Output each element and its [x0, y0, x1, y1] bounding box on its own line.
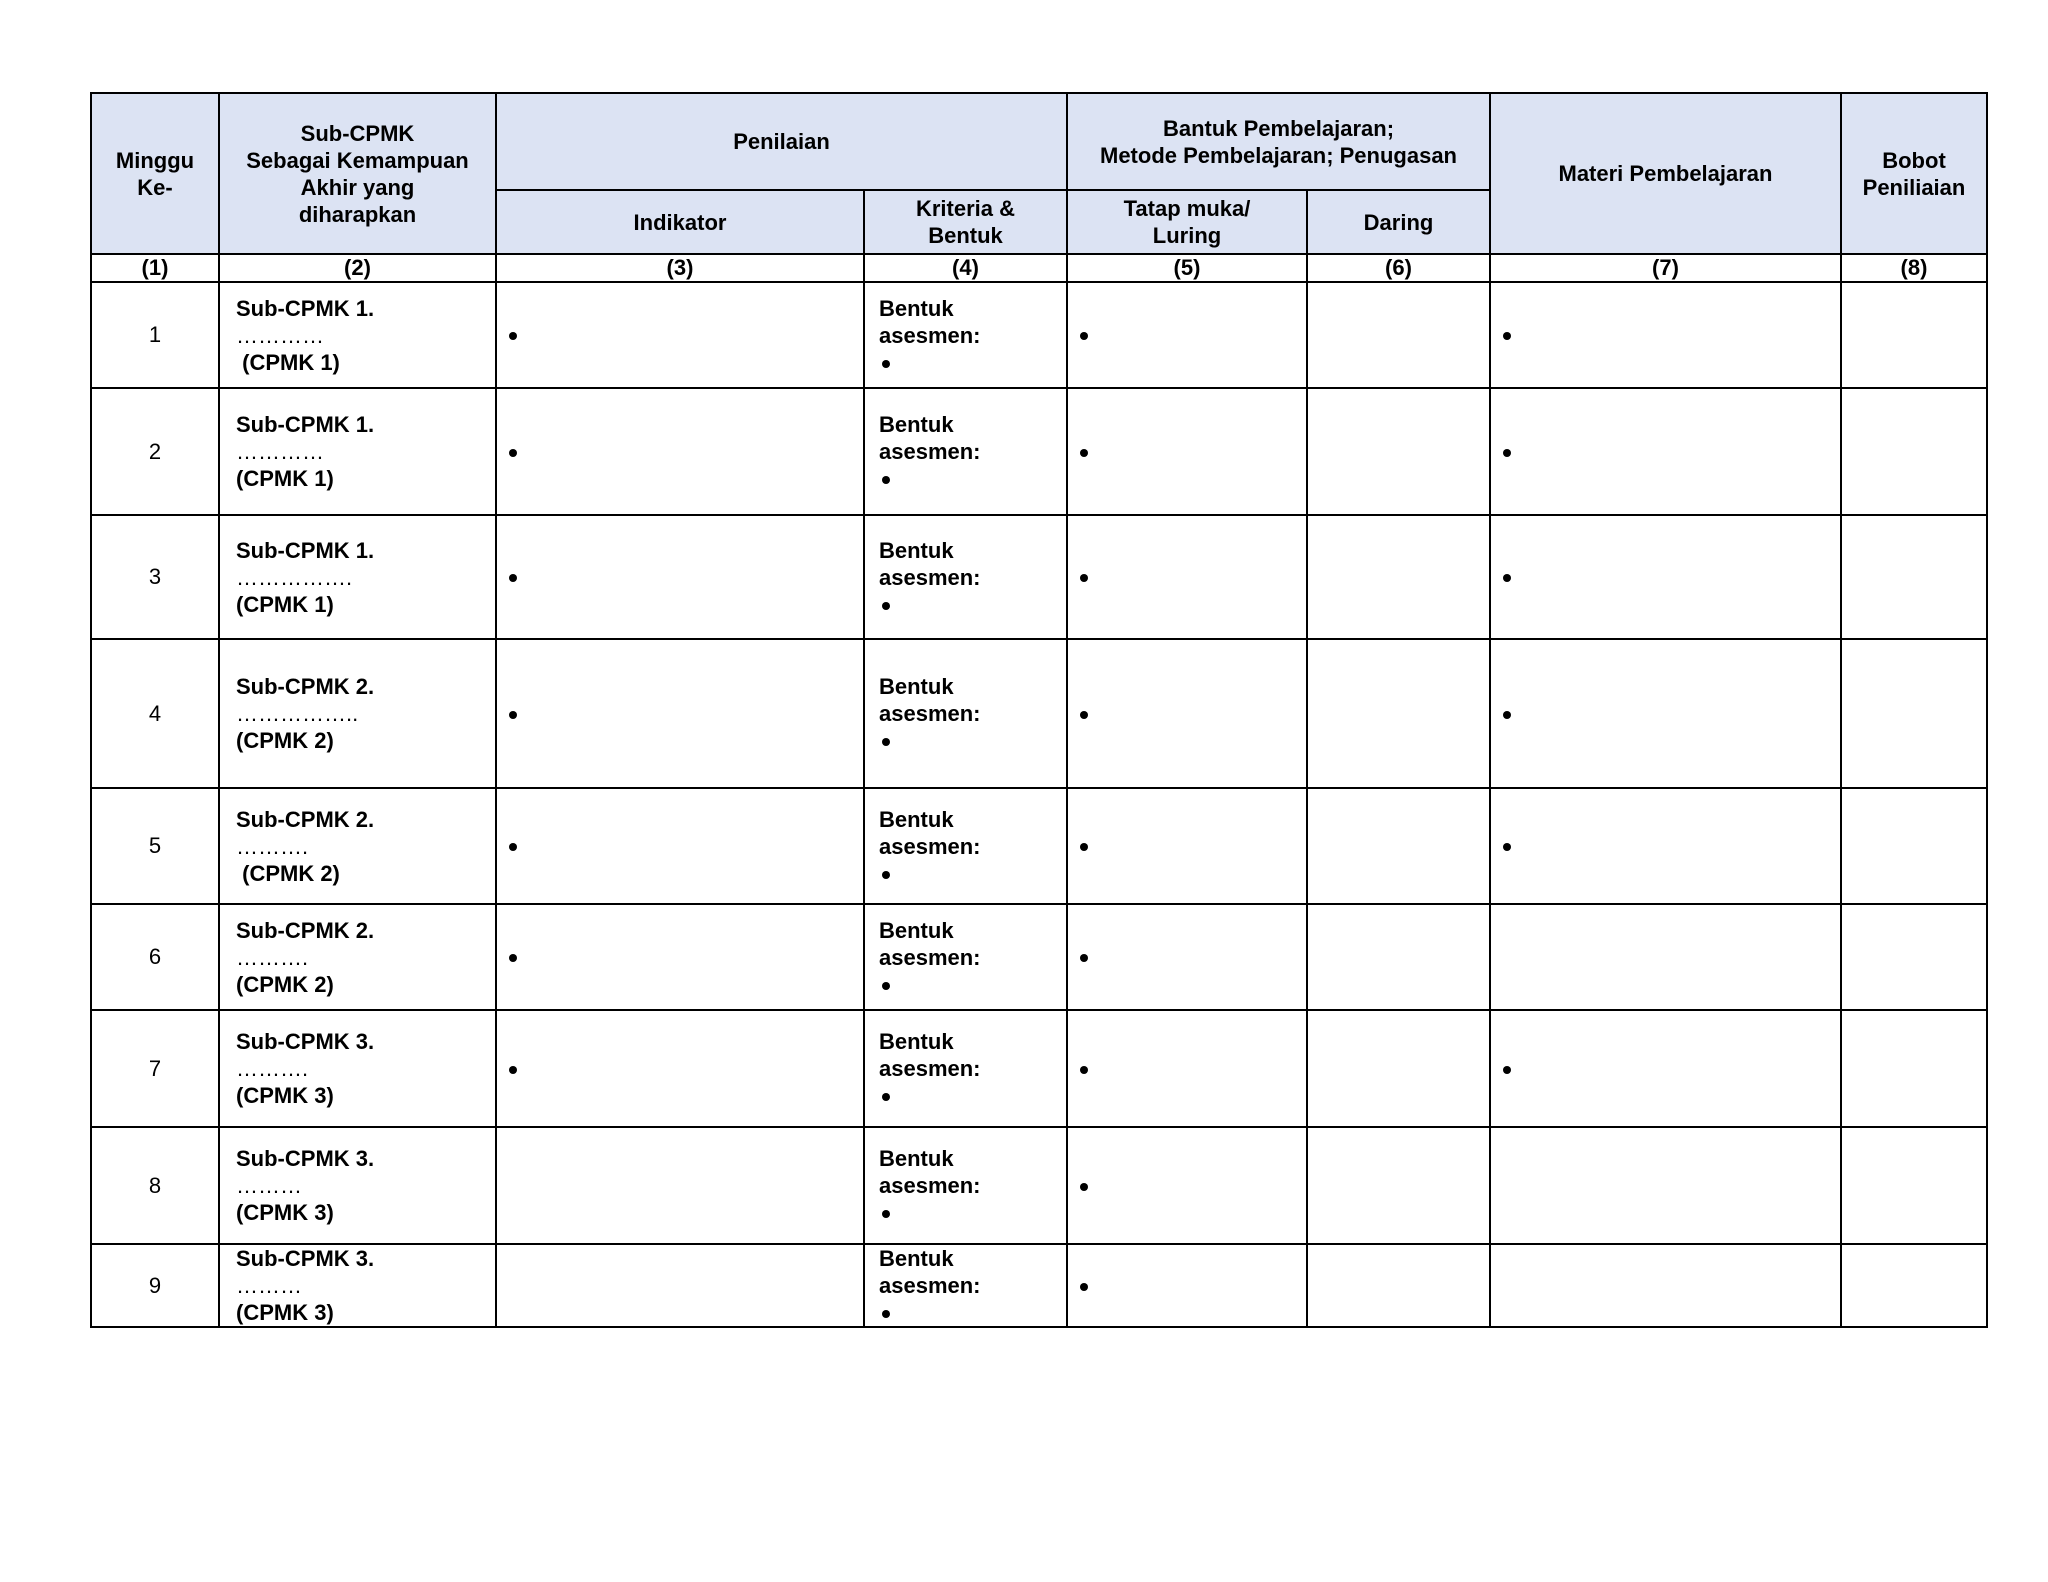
rps-table	[90, 92, 1988, 1328]
header-daring: Daring	[1307, 190, 1490, 254]
kriteria-asesmen: asesmen:	[879, 944, 981, 970]
bullet-icon	[1080, 1283, 1088, 1291]
bullet-icon	[1080, 1066, 1088, 1074]
column-number: (1)	[91, 254, 219, 282]
kriteria-bentuk: Bentuk	[879, 1029, 954, 1054]
header-bantuk-line2: Metode Pembelajaran; Penugasan	[1100, 142, 1457, 168]
bobot-cell	[1841, 788, 1987, 904]
table-row	[91, 1010, 1987, 1127]
kriteria-cell	[864, 282, 1067, 388]
kriteria-asesmen: asesmen:	[879, 1273, 981, 1298]
daring-cell	[1307, 282, 1490, 388]
bullet-icon	[882, 1210, 890, 1218]
table-row	[91, 515, 1987, 639]
bullet-icon	[1503, 449, 1511, 457]
sub-cpmk-cell	[219, 515, 496, 639]
bobot-cell	[1841, 1127, 1987, 1244]
kriteria-bentuk: Bentuk	[879, 1246, 954, 1271]
header-materi: Materi Pembelajaran	[1490, 93, 1841, 254]
bullet-icon	[509, 574, 517, 582]
kriteria-asesmen: asesmen:	[879, 701, 981, 726]
bobot-cell	[1841, 904, 1987, 1010]
bobot-cell	[1841, 515, 1987, 639]
materi-cell	[1490, 388, 1841, 515]
sub-cpmk-cpmk: (CPMK 3)	[236, 1200, 334, 1225]
header-penilaian: Penilaian	[496, 93, 1067, 190]
header-tatap	[1067, 190, 1307, 254]
header-subcpmk-line3: Akhir yang	[300, 174, 415, 200]
table-row	[91, 282, 1987, 388]
indikator-cell	[496, 388, 864, 515]
daring-cell	[1307, 1010, 1490, 1127]
indikator-cell	[496, 904, 864, 1010]
bullet-icon	[1080, 449, 1088, 457]
header-bantuk-line1: Bantuk Pembelajaran;	[1162, 115, 1395, 141]
sub-cpmk-cpmk: (CPMK 3)	[236, 1300, 334, 1325]
indikator-cell	[496, 788, 864, 904]
sub-cpmk-placeholder: …………	[236, 322, 324, 348]
table-row	[91, 388, 1987, 515]
kriteria-bullet-line	[879, 1199, 1066, 1226]
kriteria-cell	[864, 388, 1067, 515]
week-number: 8	[91, 1127, 219, 1244]
bullet-icon	[882, 476, 890, 484]
week-number: 5	[91, 788, 219, 904]
column-number: (3)	[496, 254, 864, 282]
sub-cpmk-cell	[219, 904, 496, 1010]
sub-cpmk-cell	[219, 1127, 496, 1244]
column-number: (5)	[1067, 254, 1307, 282]
sub-cpmk-placeholder: ……….	[236, 1056, 309, 1081]
bullet-icon	[1080, 843, 1088, 851]
header-indikator: Indikator	[496, 190, 864, 254]
daring-cell	[1307, 1244, 1490, 1327]
kriteria-bullet-line	[879, 971, 1066, 998]
header-subcpmk	[219, 93, 496, 254]
daring-cell	[1307, 639, 1490, 788]
sub-cpmk-cell	[219, 282, 496, 388]
bullet-icon	[1503, 843, 1511, 851]
bobot-cell	[1841, 1010, 1987, 1127]
column-number: (4)	[864, 254, 1067, 282]
sub-cpmk-cell	[219, 388, 496, 515]
daring-cell	[1307, 388, 1490, 515]
kriteria-cell	[864, 788, 1067, 904]
kriteria-bentuk: Bentuk	[879, 295, 954, 321]
header-subcpmk-line1: Sub-CPMK	[300, 120, 415, 146]
materi-cell	[1490, 515, 1841, 639]
kriteria-bentuk: Bentuk	[879, 674, 954, 699]
bullet-icon	[1080, 1183, 1088, 1191]
header-subcpmk-line2: Sebagai Kemampuan	[246, 147, 469, 173]
sub-cpmk-title: Sub-CPMK 1.	[236, 537, 375, 563]
kriteria-cell	[864, 1127, 1067, 1244]
bullet-icon	[509, 711, 517, 719]
sub-cpmk-cpmk: (CPMK 2)	[236, 860, 340, 886]
kriteria-bullet-line	[879, 591, 1066, 618]
bullet-icon	[1503, 332, 1511, 340]
kriteria-bullet-line	[879, 349, 1066, 376]
sub-cpmk-placeholder: …………	[236, 439, 324, 464]
week-number: 2	[91, 388, 219, 515]
bullet-icon	[882, 982, 890, 990]
indikator-cell	[496, 639, 864, 788]
sub-cpmk-cpmk: (CPMK 3)	[236, 1083, 334, 1108]
bullet-icon	[1503, 574, 1511, 582]
sub-cpmk-placeholder: …………….	[236, 564, 353, 590]
bobot-cell	[1841, 1244, 1987, 1327]
column-number: (7)	[1490, 254, 1841, 282]
tatap-muka-cell	[1067, 1244, 1307, 1327]
table-row	[91, 1127, 1987, 1244]
indikator-cell	[496, 1010, 864, 1127]
header-kriteria	[864, 190, 1067, 254]
kriteria-asesmen: asesmen:	[879, 322, 981, 348]
bullet-icon	[882, 602, 890, 610]
header-subcpmk-line4: diharapkan	[298, 201, 417, 227]
indikator-cell	[496, 1244, 864, 1327]
kriteria-cell	[864, 904, 1067, 1010]
kriteria-bentuk: Bentuk	[879, 1146, 954, 1171]
column-number: (6)	[1307, 254, 1490, 282]
daring-cell	[1307, 515, 1490, 639]
kriteria-bullet-line	[879, 860, 1066, 887]
week-number: 6	[91, 904, 219, 1010]
header-bantuk	[1067, 93, 1490, 190]
bullet-icon	[509, 1066, 517, 1074]
kriteria-bentuk: Bentuk	[879, 412, 954, 437]
materi-cell	[1490, 639, 1841, 788]
kriteria-bullet-line	[879, 465, 1066, 492]
sub-cpmk-placeholder: ……….	[236, 833, 309, 859]
kriteria-bullet-line	[879, 1299, 1066, 1326]
header-tatap-line1: Tatap muka/	[1123, 196, 1251, 221]
sub-cpmk-cpmk: (CPMK 1)	[236, 349, 340, 375]
kriteria-asesmen: asesmen:	[879, 1056, 981, 1081]
kriteria-cell	[864, 515, 1067, 639]
table-row	[91, 904, 1987, 1010]
bullet-icon	[509, 843, 517, 851]
sub-cpmk-cell	[219, 788, 496, 904]
tatap-muka-cell	[1067, 515, 1307, 639]
sub-cpmk-title: Sub-CPMK 2.	[236, 806, 375, 832]
materi-cell	[1490, 1244, 1841, 1327]
sub-cpmk-cpmk: (CPMK 2)	[236, 971, 334, 997]
column-number-row	[91, 254, 1987, 282]
materi-cell	[1490, 904, 1841, 1010]
table-row	[91, 639, 1987, 788]
bullet-icon	[1080, 711, 1088, 719]
header-tatap-line2: Luring	[1152, 223, 1222, 248]
materi-cell	[1490, 1010, 1841, 1127]
week-number: 4	[91, 639, 219, 788]
tatap-muka-cell	[1067, 788, 1307, 904]
table-row	[91, 1244, 1987, 1327]
bullet-icon	[509, 332, 517, 340]
bullet-icon	[1503, 711, 1511, 719]
sub-cpmk-title: Sub-CPMK 2.	[236, 674, 375, 699]
sub-cpmk-title: Sub-CPMK 1.	[236, 412, 375, 437]
sub-cpmk-placeholder: ……………..	[236, 701, 359, 726]
sub-cpmk-cpmk: (CPMK 2)	[236, 728, 334, 753]
sub-cpmk-placeholder: ……….	[236, 944, 309, 970]
sub-cpmk-placeholder: ………	[236, 1273, 302, 1298]
tatap-muka-cell	[1067, 388, 1307, 515]
week-number: 1	[91, 282, 219, 388]
header-kriteria-line1: Kriteria &	[915, 196, 1016, 221]
table-row	[91, 788, 1987, 904]
kriteria-bullet-line	[879, 1082, 1066, 1109]
week-number: 9	[91, 1244, 219, 1327]
kriteria-cell	[864, 639, 1067, 788]
week-number: 3	[91, 515, 219, 639]
tatap-muka-cell	[1067, 1127, 1307, 1244]
indikator-cell	[496, 1127, 864, 1244]
bullet-icon	[1080, 332, 1088, 340]
sub-cpmk-cpmk: (CPMK 1)	[236, 591, 334, 617]
bullet-icon	[1503, 1066, 1511, 1074]
header-kriteria-line2: Bentuk	[928, 223, 1003, 248]
column-number: (8)	[1841, 254, 1987, 282]
sub-cpmk-cell	[219, 1244, 496, 1327]
materi-cell	[1490, 282, 1841, 388]
bullet-icon	[882, 1310, 890, 1318]
bullet-icon	[882, 738, 890, 746]
materi-cell	[1490, 788, 1841, 904]
sub-cpmk-title: Sub-CPMK 3.	[236, 1029, 375, 1054]
indikator-cell	[496, 515, 864, 639]
sub-cpmk-title: Sub-CPMK 3.	[236, 1146, 375, 1171]
header-minggu	[91, 93, 219, 254]
bobot-cell	[1841, 282, 1987, 388]
bobot-cell	[1841, 639, 1987, 788]
tatap-muka-cell	[1067, 282, 1307, 388]
bullet-icon	[1080, 954, 1088, 962]
bullet-icon	[882, 360, 890, 368]
kriteria-bullet-line	[879, 727, 1066, 754]
kriteria-asesmen: asesmen:	[879, 1173, 981, 1198]
kriteria-bentuk: Bentuk	[879, 537, 954, 563]
bullet-icon	[882, 871, 890, 879]
bullet-icon	[882, 1093, 890, 1101]
bullet-icon	[1080, 574, 1088, 582]
sub-cpmk-placeholder: ………	[236, 1173, 302, 1198]
kriteria-asesmen: asesmen:	[879, 833, 981, 859]
tatap-muka-cell	[1067, 904, 1307, 1010]
daring-cell	[1307, 1127, 1490, 1244]
column-number: (2)	[219, 254, 496, 282]
header-minggu-text: Minggu Ke-	[115, 147, 195, 200]
kriteria-asesmen: asesmen:	[879, 439, 981, 464]
week-number: 7	[91, 1010, 219, 1127]
daring-cell	[1307, 788, 1490, 904]
sub-cpmk-title: Sub-CPMK 2.	[236, 917, 375, 943]
bullet-icon	[509, 954, 517, 962]
daring-cell	[1307, 904, 1490, 1010]
tatap-muka-cell	[1067, 1010, 1307, 1127]
tatap-muka-cell	[1067, 639, 1307, 788]
indikator-cell	[496, 282, 864, 388]
header-bobot	[1841, 93, 1987, 254]
sub-cpmk-cell	[219, 639, 496, 788]
header-bobot-line1: Bobot	[1882, 147, 1946, 173]
table-body	[91, 282, 1987, 1327]
sub-cpmk-cpmk: (CPMK 1)	[236, 466, 334, 491]
kriteria-bentuk: Bentuk	[879, 806, 954, 832]
sub-cpmk-cell	[219, 1010, 496, 1127]
kriteria-asesmen: asesmen:	[879, 564, 981, 590]
kriteria-bentuk: Bentuk	[879, 917, 954, 943]
kriteria-cell	[864, 1010, 1067, 1127]
bullet-icon	[509, 449, 517, 457]
sub-cpmk-title: Sub-CPMK 3.	[236, 1246, 375, 1271]
sub-cpmk-title: Sub-CPMK 1.	[236, 295, 375, 321]
header-bobot-line2: Peniliaian	[1862, 174, 1966, 200]
bobot-cell	[1841, 388, 1987, 515]
kriteria-cell	[864, 1244, 1067, 1327]
materi-cell	[1490, 1127, 1841, 1244]
